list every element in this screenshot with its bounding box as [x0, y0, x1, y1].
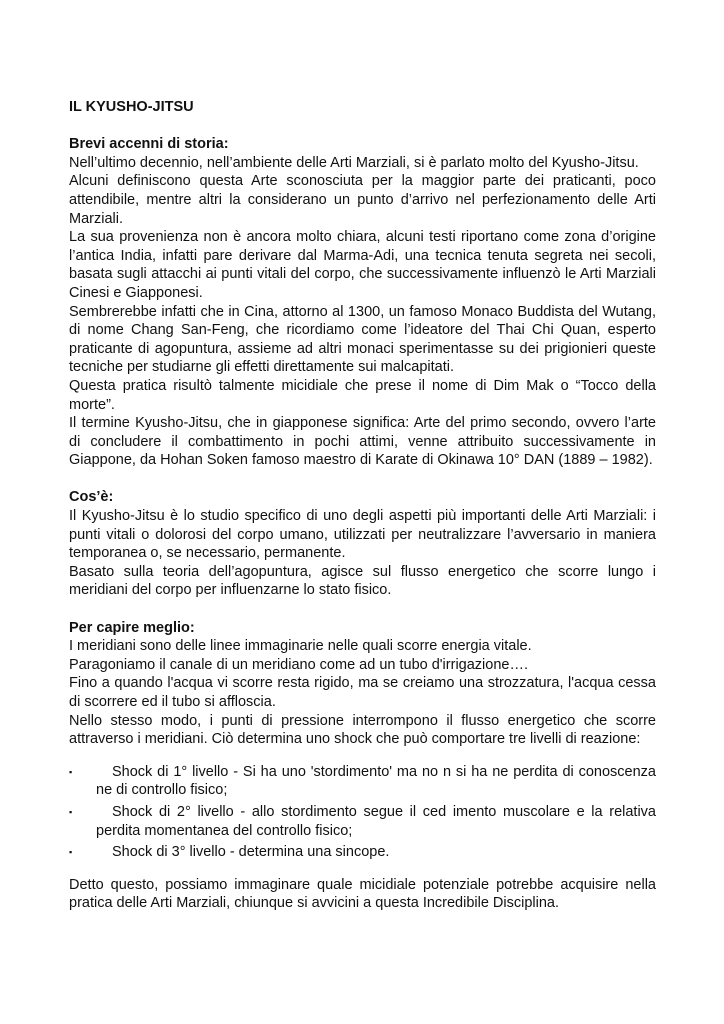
understanding-paragraph: I meridiani sono delle linee immaginarie nelle quali scorre energia vitale. — [69, 638, 532, 655]
square-bullet-icon: ▪ — [69, 806, 73, 817]
understanding-section — [69, 619, 656, 913]
history-paragraph: Questa pratica risultò talmente micidiale che prese il nome di Dim Mak o “Tocco della morte”. — [69, 377, 656, 413]
list-item-text: Shock di 3° livello - determina una sincope. — [112, 844, 390, 861]
history-section — [69, 135, 656, 470]
history-paragraph: Il termine Kyusho-Jitsu, che in giapponese significa: Arte del primo secondo, ovvero l’arte di concludere il combattimento in pochi attimi, venne attribuito successivamente in Giappone, da Hohan Soken famoso maestro di Karate di Okinawa 10° DAN (1889 – 1982). — [69, 415, 656, 469]
definition-paragraph: Il Kyusho-Jitsu è lo studio specifico di uno degli aspetti più importanti delle Arti Marziali: i punti vitali o dolorosi del corpo umano, utilizzati per neutralizzare l’avversario in maniera temporanea o, se necessario, permanente. — [69, 508, 656, 562]
list-item-text: Shock di 2° livello - allo stordimento segue il ced imento muscolare e la relativa perdita momentanea del controllo fisico; — [96, 803, 656, 839]
definition-paragraph: Basato sulla teoria dell’agopuntura, agisce sul flusso energetico che scorre lungo i meridiani del corpo per influenzarne lo stato fisico. — [69, 563, 656, 599]
history-paragraph: Alcuni definiscono questa Arte sconosciuta per la maggior parte dei praticanti, poco attendibile, mentre altri la considerano un punto d’arrivo nel perfezionamento delle Arti Marziali. — [69, 173, 656, 227]
closing-paragraph: Detto questo, possiamo immaginare quale micidiale potenziale potrebbe acquisire nella pratica delle Arti Marziali, chiunque si avvicini a questa Incredibile Disciplina. — [69, 876, 656, 912]
history-heading: Brevi accenni di storia: — [69, 136, 229, 153]
definition-heading: Cos’è: — [69, 489, 114, 506]
square-bullet-icon: ▪ — [69, 847, 73, 858]
definition-section — [69, 488, 656, 600]
understanding-paragraph: Nello stesso modo, i punti di pressione interrompono il flusso energetico che scorre attraverso i meridiani. Ciò determina uno shock che può comportare tre livelli di reazione: — [69, 712, 656, 748]
history-paragraph: Sembrerebbe infatti che in Cina, attorno al 1300, un famoso Monaco Buddista del Wutang, di nome Chang San-Feng, che ricordiamo come l’ideatore del Thai Chi Quan, esperto praticante di agopuntura, assieme ad altri monaci sperimentasse su dei prigionieri queste tecniche per studiarne gli effetti direttamente sui malcapitati. — [69, 303, 656, 376]
history-paragraph: Nell’ultimo decennio, nell’ambiente delle Arti Marziali, si è parlato molto del Kyusho-Jitsu. — [69, 154, 639, 171]
understanding-paragraph: Paragoniamo il canale di un meridiano come ad un tubo d'irrigazione…. — [69, 656, 528, 673]
understanding-heading: Per capire meglio: — [69, 619, 195, 636]
history-paragraph: La sua provenienza non è ancora molto chiara, alcuni testi riportano come zona d’origine l’antica India, infatti pare derivare dal Marma-Adi, una tecnica tenuta segreta nei secoli, basata sugli attacchi ai punti vitali del corpo, che successivamente influenzò le Arti Marziali Cinesi e Giapponesi. — [69, 229, 656, 301]
list-item-text: Shock di 1° livello - Si ha uno 'stordimento' ma no n si ha ne perdita di conoscenza ne di controllo fisico; — [96, 763, 656, 799]
square-bullet-icon: ▪ — [69, 766, 73, 777]
document-title: IL KYUSHO-JITSU — [69, 99, 194, 115]
document-page — [69, 98, 656, 932]
list-item — [69, 763, 656, 800]
list-item — [69, 803, 656, 840]
list-item — [69, 843, 656, 862]
understanding-paragraph: Fino a quando l'acqua vi scorre resta rigido, ma se creiamo una strozzatura, l'acqua cessa di scorrere ed il tubo si affloscia. — [69, 675, 656, 710]
shock-levels-list — [69, 763, 656, 862]
